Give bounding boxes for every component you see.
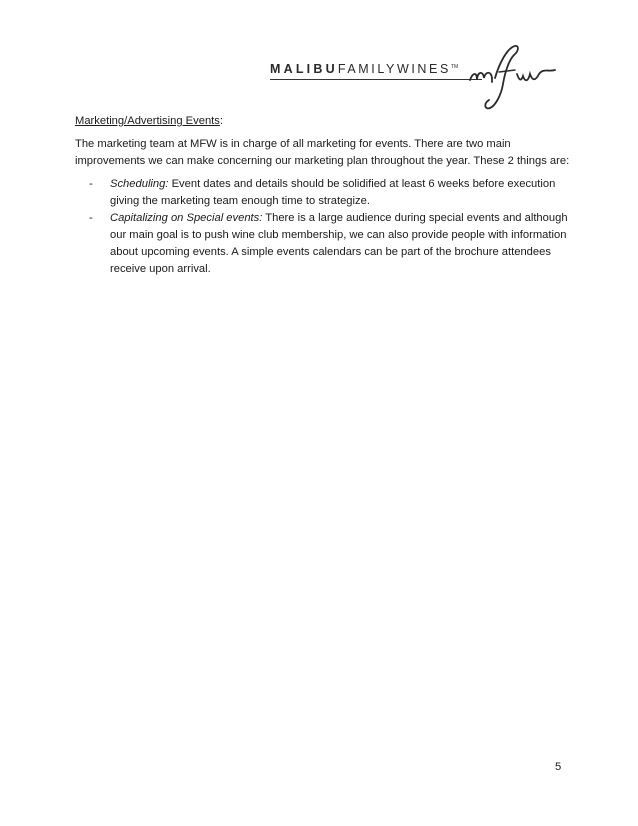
list-item-text: There is a large audience during special events and although our main goal is to push wine club membership, we can also provide people with information about upcoming events. A simple events calendars can be part of the brochure attendees receive upon arrival. [110, 212, 568, 275]
section-heading-text: Marketing/Advertising Events [75, 115, 220, 127]
logo-brand-bold: MALIBU [270, 62, 338, 76]
list-item-label: Capitalizing on Special events: [110, 212, 263, 224]
logo-monogram-script [465, 42, 560, 112]
list-item-text: Event dates and details should be solidified at least 6 weeks before execution giving the marketing team enough time to strategize. [110, 178, 556, 207]
section-heading [75, 113, 570, 130]
intro-paragraph: The marketing team at MFW is in charge of all marketing for events. There are two main improvements we can make concerning our marketing plan throughout the year. These 2 things are: [75, 138, 570, 167]
list-item-label: Scheduling: [110, 178, 169, 190]
logo-brand-light: FAMILYWINES [337, 62, 451, 76]
document-body [75, 113, 570, 278]
list-item [75, 176, 570, 210]
list-bullet: - [89, 212, 93, 224]
list-item [75, 210, 570, 278]
page-number: 5 [555, 761, 562, 773]
list-bullet: - [89, 178, 93, 190]
malibu-family-wines-logo [270, 42, 560, 112]
logo-trademark: TM [450, 63, 459, 70]
section-heading-colon: : [219, 115, 223, 127]
logo-wordmark [270, 62, 458, 76]
logo-underline-rule [270, 79, 482, 80]
improvement-list [75, 176, 570, 278]
